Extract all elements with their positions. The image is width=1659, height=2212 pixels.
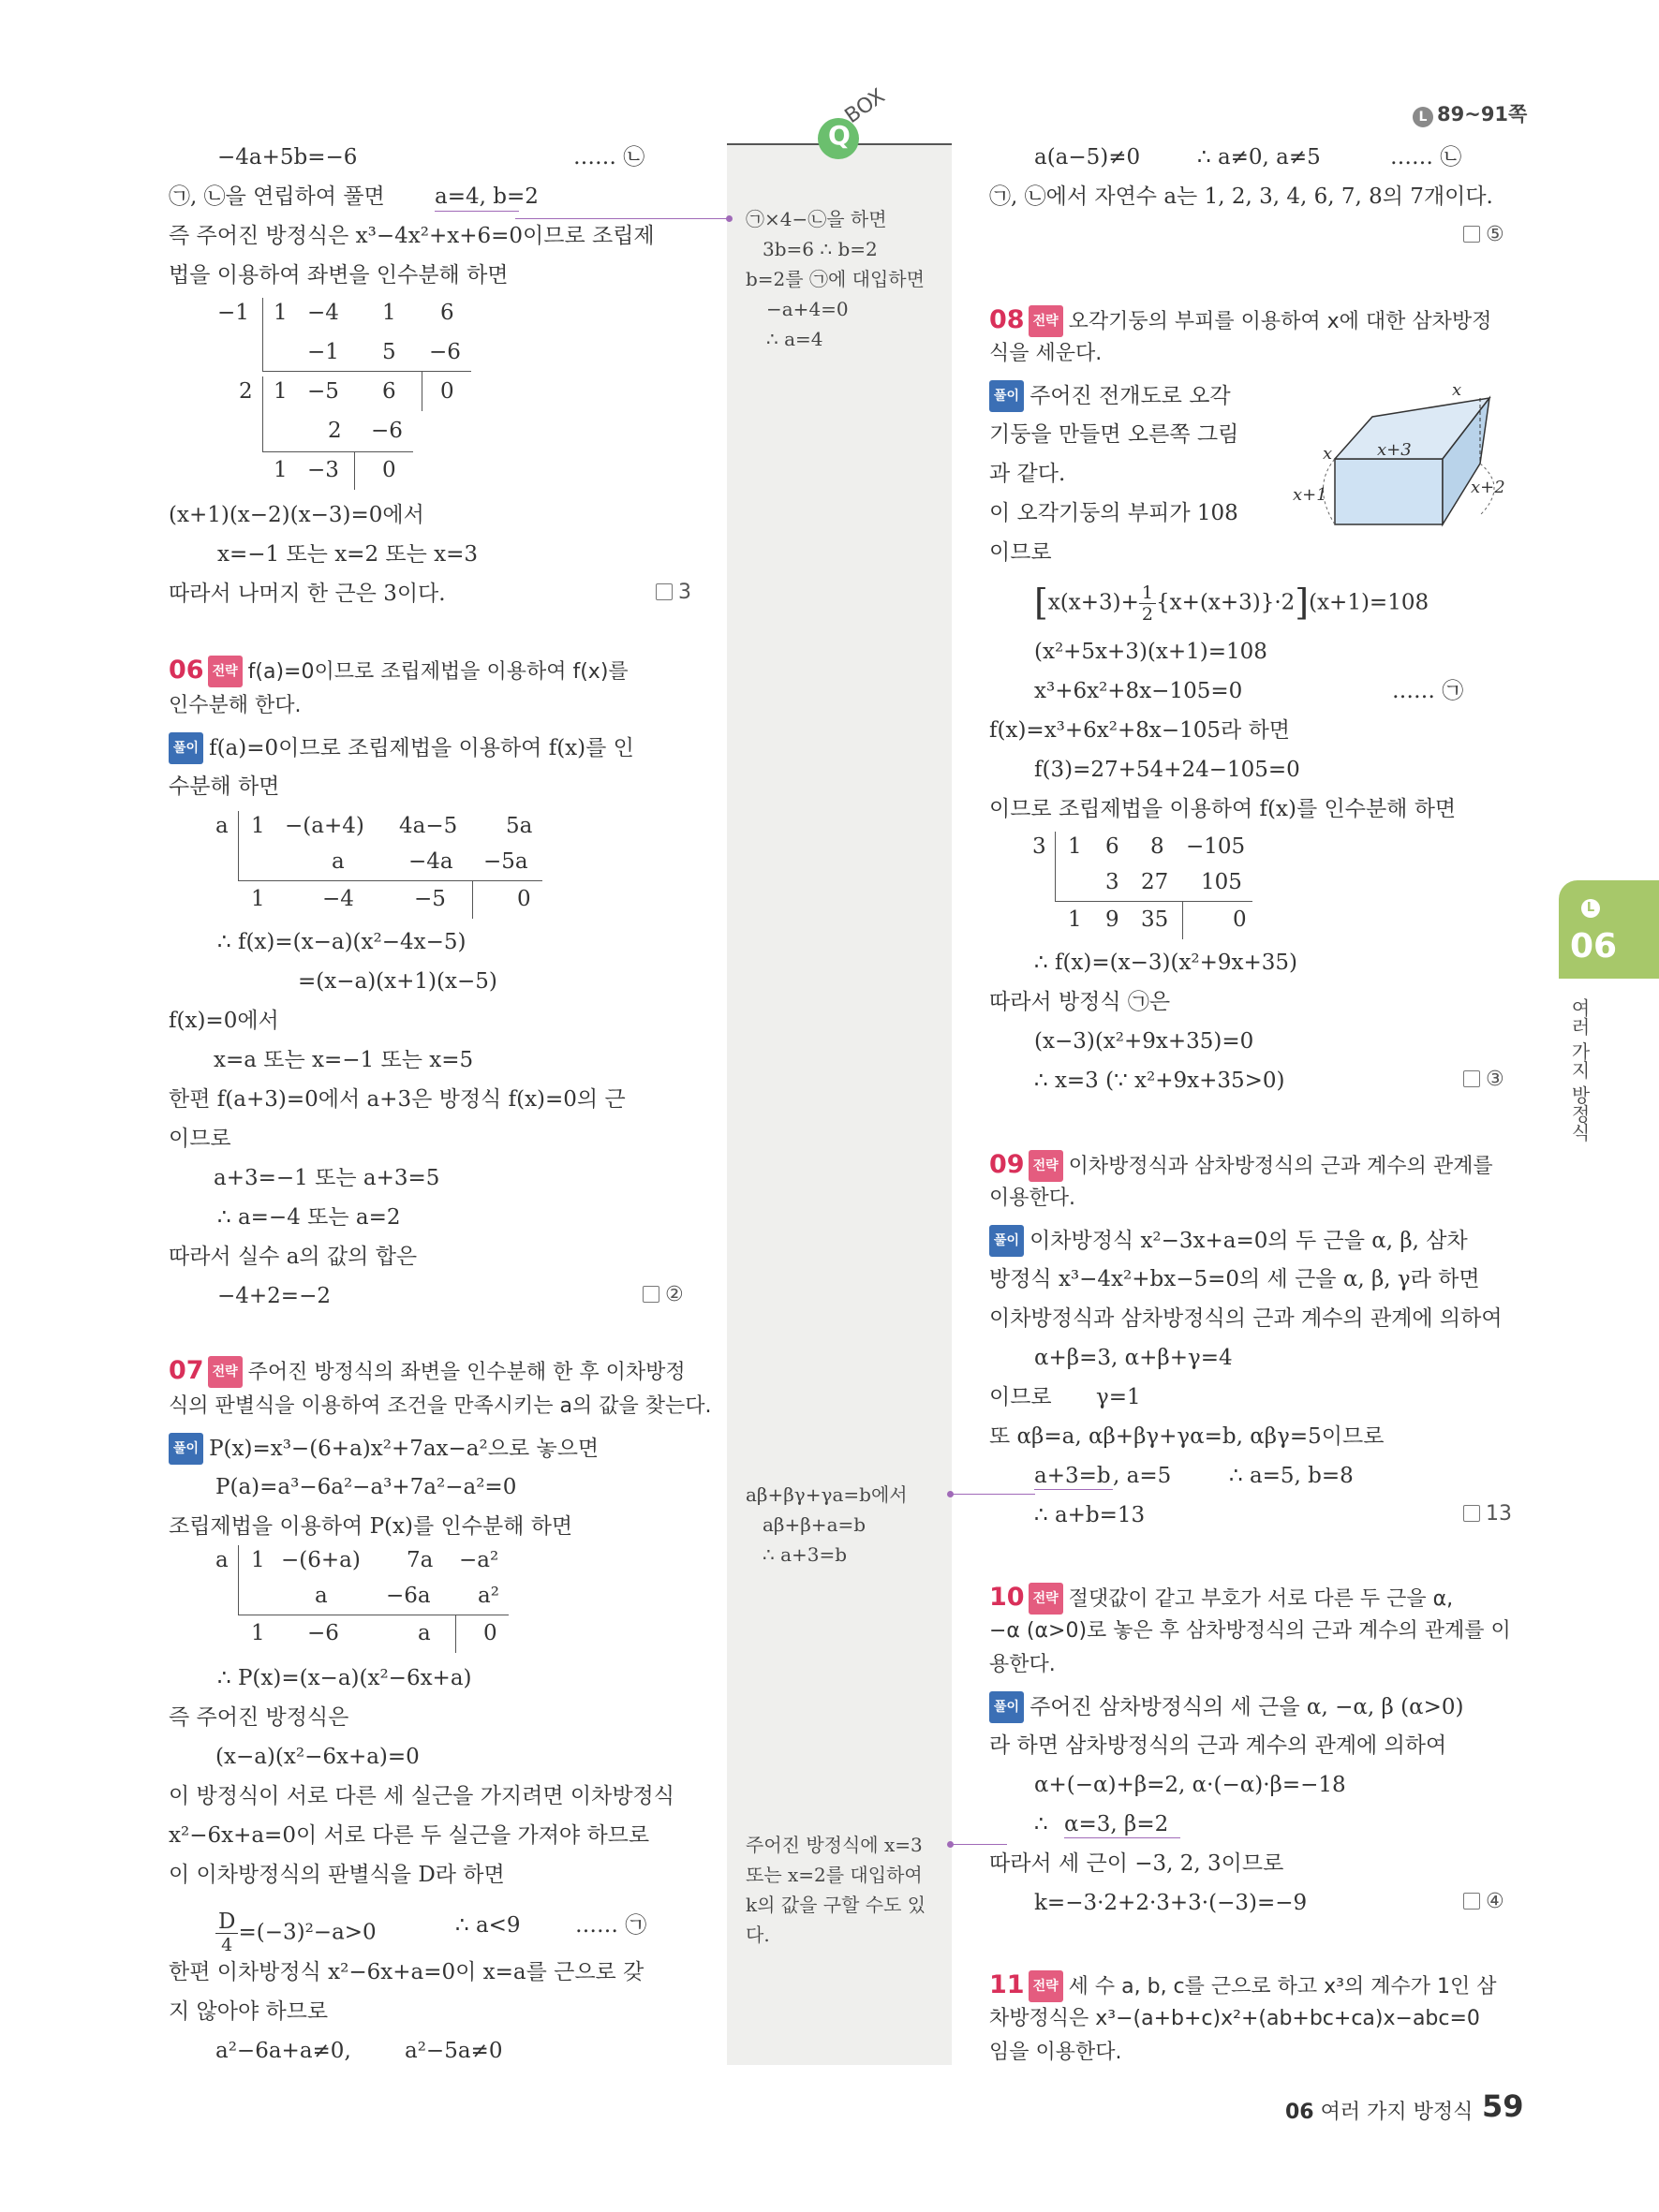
- answer-icon: [643, 1286, 659, 1303]
- text-line: 따라서 나머지 한 근은 3이다.: [169, 582, 446, 606]
- solution-line: ∴ f(x)=(x−a)(x²−4x−5): [217, 930, 467, 954]
- pentagonal-prism-figure: [1293, 384, 1518, 534]
- highlighted-eq: a=4, b=2: [435, 184, 539, 209]
- solution-tag: 풀이: [989, 1225, 1024, 1257]
- solution-line: 한편 이차방정식 x²−6x+a=0이 x=a를 근으로 갖: [169, 1960, 644, 1984]
- text-line: (x+1)(x−2)(x−3)=0에서: [169, 503, 424, 527]
- solution-line: ∴ a+b=13: [1034, 1503, 1146, 1527]
- solution-line: 이 방정식이 서로 다른 세 실근을 가지려면 이차방정식: [169, 1784, 674, 1808]
- eq-line: ∴ a≠0, a≠5: [1197, 145, 1321, 170]
- solution-line: 풀이 주어진 전개도로 오각: [989, 380, 1231, 412]
- strategy-tag: 전략: [1029, 1970, 1063, 2002]
- solution-line: 한편 f(a+3)=0에서 a+3은 방정식 f(x)=0의 근: [169, 1087, 626, 1112]
- qbox-sidebar: [727, 145, 952, 2065]
- problem-10-strategy: 10 전략 절댓값이 같고 부호가 서로 다른 두 근을 α,: [989, 1583, 1453, 1615]
- page-range-header: L 89~91쪽: [1413, 99, 1527, 127]
- solution-line: a+3=−1 또는 a+3=5: [214, 1166, 440, 1190]
- qbox-note-2: aβ+βγ+γa=b에서 aβ+β+a=b ∴ a+3=b: [746, 1483, 908, 1566]
- answer-icon: [1463, 1893, 1480, 1910]
- problem-06-strategy: 06 전략 f(a)=0이므로 조립제법을 이용하여 f(x)를: [169, 656, 629, 687]
- solution-line: 기둥을 만들면 오른쪽 그림: [989, 422, 1239, 447]
- solution-line: P(a)=a³−6a²−a³+7a²−a²=0: [215, 1475, 517, 1499]
- highlighted-eq: α=3, β=2: [1064, 1812, 1169, 1836]
- qbox-label: BOX: [840, 84, 890, 128]
- strategy-line: 식의 판별식을 이용하여 조건을 만족시키는 a의 값을 찾는다.: [169, 1394, 712, 1418]
- solution-line: 이 오각기둥의 부피가 108: [989, 501, 1238, 525]
- eq-tag: …… ㉠: [575, 1913, 647, 1938]
- solution-line: (x−3)(x²+9x+35)=0: [1034, 1029, 1254, 1054]
- answer-09: 13: [1463, 1502, 1512, 1526]
- figure-label: x+1: [1293, 485, 1327, 505]
- solution-line: ∴ f(x)=(x−3)(x²+9x+35): [1034, 951, 1298, 975]
- qbox-note-3: 주어진 방정식에 x=3 또는 x=2를 대입하여 k의 값을 구할 수도 있 다.: [746, 1834, 926, 1946]
- answer-icon: [1463, 226, 1480, 243]
- strategy-line: 인수분해 한다.: [169, 694, 302, 717]
- answer-05: 3: [656, 581, 691, 604]
- strategy-line: 이용한다.: [989, 1187, 1076, 1210]
- page-number: 59: [1482, 2088, 1524, 2124]
- answer-icon: [1463, 1505, 1480, 1522]
- solution-line: 이차방정식과 삼차방정식의 근과 계수의 관계에 의하여: [989, 1306, 1503, 1331]
- solution-line: 이므로 조립제법을 이용하여 f(x)를 인수분해 하면: [989, 797, 1457, 821]
- solution-line: ∴: [1034, 1812, 1048, 1836]
- problem-number: 06: [169, 656, 204, 685]
- fraction-eq: D 4 =(−3)²−a>0: [215, 1910, 377, 1956]
- solution-line: α+β=3, α+β+γ=4: [1034, 1346, 1233, 1370]
- side-tab-chapter: 06: [1570, 927, 1618, 966]
- text-line: 법을 이용하여 좌변을 인수분해 하면: [169, 263, 509, 288]
- solution-line: k=−3·2+2·3+3·(−3)=−9: [1034, 1891, 1308, 1915]
- strategy-tag: 전략: [1029, 1583, 1063, 1615]
- note-2-link: [951, 1494, 1035, 1495]
- solution-line: a²−5a≠0: [405, 2039, 503, 2063]
- solution-line: , a=5: [1113, 1464, 1172, 1488]
- strategy-line: −α (α>0)로 놓은 후 삼차방정식의 근과 계수의 관계를 이: [989, 1619, 1511, 1643]
- badge-icon: L: [1413, 107, 1433, 127]
- solution-line: 따라서 세 근이 −3, 2, 3이므로: [989, 1851, 1284, 1876]
- eq-tag: …… ㉠: [1392, 679, 1464, 703]
- solution-line: 또 αβ=a, αβ+βγ+γα=b, αβγ=5이므로: [989, 1424, 1385, 1449]
- solution-line: 풀이 이차방정식 x²−3x+a=0의 두 근을 α, β, 삼차: [989, 1225, 1468, 1257]
- solution-line: 따라서 방정식 ㉠은: [989, 990, 1171, 1014]
- answer-07: ⑤: [1463, 223, 1504, 246]
- figure-label: x+3: [1377, 440, 1412, 460]
- solution-line: f(3)=27+54+24−105=0: [1034, 758, 1300, 782]
- text-line: ㉠, ㉡을 연립하여 풀면: [169, 184, 385, 209]
- eq-tag: …… ㉡: [573, 145, 645, 170]
- qbox-logo-q: Q: [828, 120, 851, 151]
- solution-line: a²−6a+a≠0,: [215, 2039, 351, 2063]
- problem-number: 07: [169, 1356, 204, 1385]
- solution-line: f(x)=0에서: [169, 1009, 279, 1033]
- strategy-line: 차방정식은 x³−(a+b+c)x²+(ab+bc+ca)x−abc=0: [989, 2007, 1480, 2030]
- strategy-line: 임을 이용한다.: [989, 2041, 1122, 2064]
- problem-number: 11: [989, 1970, 1025, 1999]
- strategy-tag: 전략: [208, 1356, 243, 1388]
- solution-line: f(x)=x³+6x²+8x−105라 하면: [989, 718, 1291, 743]
- strategy-tag: 전략: [1029, 305, 1063, 337]
- answer-icon: [656, 583, 673, 600]
- strategy-line: 용한다.: [989, 1653, 1056, 1676]
- solution-line: 풀이 주어진 삼차방정식의 세 근을 α, −α, β (α>0): [989, 1691, 1464, 1723]
- figure-label: x: [1323, 444, 1333, 464]
- solution-line: x²−6x+a=0이 서로 다른 두 실근을 가져야 하므로: [169, 1823, 650, 1848]
- solution-line: 이 이차방정식의 판별식을 D라 하면: [169, 1863, 505, 1887]
- figure-label: x: [1452, 384, 1462, 400]
- solution-tag: 풀이: [169, 732, 203, 764]
- strategy-line: 식을 세운다.: [989, 342, 1103, 365]
- eq-line: x=−1 또는 x=2 또는 x=3: [217, 542, 479, 567]
- solution-tag: 풀이: [989, 380, 1024, 412]
- answer-10: ④: [1463, 1890, 1504, 1913]
- solution-line: ∴ P(x)=(x−a)(x²−6x+a): [217, 1666, 472, 1690]
- solution-line: γ=1: [1096, 1385, 1141, 1409]
- note-1-link: [515, 218, 729, 219]
- answer-06: ②: [643, 1283, 684, 1306]
- eq-line: a(a−5)≠0: [1034, 145, 1141, 170]
- solution-line: 이므로: [169, 1127, 231, 1151]
- problem-number: 09: [989, 1150, 1025, 1179]
- solution-line: −4+2=−2: [217, 1284, 331, 1308]
- solution-line: 과 같다.: [989, 462, 1066, 486]
- side-tab-title: 여러 가지 방정식: [1568, 998, 1591, 1142]
- solution-line: ∴ a<9: [455, 1913, 521, 1938]
- figure-label: x+2: [1471, 478, 1505, 497]
- solution-line: 이므로: [989, 1385, 1052, 1409]
- solution-line: 라 하면 삼차방정식의 근과 계수의 관계에 의하여: [989, 1733, 1447, 1758]
- highlight-underline: [1034, 1489, 1113, 1490]
- problem-08-strategy: 08 전략 오각기둥의 부피를 이용하여 x에 대한 삼차방정: [989, 305, 1491, 337]
- solution-line: 즉 주어진 방정식은: [169, 1705, 349, 1730]
- strategy-tag: 전략: [1029, 1150, 1063, 1182]
- solution-line: (x−a)(x²−6x+a)=0: [215, 1745, 420, 1769]
- eq-tag: …… ㉡: [1390, 145, 1462, 170]
- highlighted-eq: a+3=b: [1034, 1464, 1111, 1488]
- problem-07-strategy: 07 전략 주어진 방정식의 좌변을 인수분해 한 후 이차방정: [169, 1356, 686, 1388]
- problem-09-strategy: 09 전략 이차방정식과 삼차방정식의 근과 계수의 관계를: [989, 1150, 1493, 1182]
- problem-number: 10: [989, 1583, 1025, 1612]
- text-line: 즉 주어진 방정식은 x³−4x²+x+6=0이므로 조립제: [169, 224, 655, 248]
- note-3-link: [951, 1844, 1007, 1845]
- solution-line: ∴ x=3 (∵ x²+9x+35>0): [1034, 1069, 1285, 1093]
- solution-line: 방정식 x³−4x²+bx−5=0의 세 근을 α, β, γ라 하면: [989, 1267, 1480, 1291]
- solution-line: (x²+5x+3)(x+1)=108: [1034, 640, 1267, 664]
- solution-tag: 풀이: [989, 1691, 1024, 1723]
- text-line: ㉠, ㉡에서 자연수 a는 1, 2, 3, 4, 6, 7, 8의 7개이다.: [989, 184, 1493, 209]
- side-tab-icon: L: [1581, 899, 1600, 918]
- solution-line: 풀이 f(a)=0이므로 조립제법을 이용하여 f(x)를 인: [169, 732, 634, 764]
- solution-line: ∴ a=5, b=8: [1229, 1464, 1354, 1488]
- solution-line: x=a 또는 x=−1 또는 x=5: [214, 1048, 474, 1072]
- answer-icon: [1463, 1070, 1480, 1087]
- fraction: D 4: [215, 1910, 238, 1956]
- solution-line: α+(−α)+β=2, α·(−α)·β=−18: [1034, 1773, 1346, 1797]
- solution-line: 풀이 P(x)=x³−(6+a)x²+7ax−a²으로 놓으면: [169, 1433, 599, 1465]
- solution-tag: 풀이: [169, 1433, 203, 1465]
- problem-11-strategy: 11 전략 세 수 a, b, c를 근으로 하고 x³의 계수가 1인 삼: [989, 1970, 1496, 2002]
- solution-line: 수분해 하면: [169, 774, 280, 799]
- answer-08: ③: [1463, 1068, 1504, 1091]
- solution-line: 이므로: [989, 540, 1052, 565]
- highlight-underline: [1064, 1837, 1180, 1838]
- problem-number: 08: [989, 305, 1025, 334]
- solution-line: ∴ a=−4 또는 a=2: [217, 1205, 401, 1230]
- solution-line: =(x−a)(x+1)(x−5): [298, 969, 497, 994]
- footer-chapter: 06 여러 가지 방정식: [1285, 2101, 1474, 2124]
- strategy-tag: 전략: [208, 656, 243, 687]
- solution-line: 조립제법을 이용하여 P(x)를 인수분해 하면: [169, 1514, 573, 1539]
- volume-equation: [x(x+3)+ $\frac{1}{2}$ {x+(x+3)}·2](x+1)=108: [1034, 582, 1429, 625]
- fraction: $\frac{1}{2}$: [1139, 582, 1156, 625]
- solution-line: 따라서 실수 a의 값의 합은: [169, 1245, 418, 1269]
- eq-line: −4a+5b=−6: [217, 145, 358, 170]
- qbox-note-1: ㉠×4−㉡을 하면 3b=6 ∴ b=2 b=2를 ㉠에 대입하면 −a+4=0 ∴ a=4: [746, 208, 925, 350]
- solution-line: 지 않아야 하므로: [169, 1999, 329, 2024]
- solution-line: x³+6x²+8x−105=0: [1034, 679, 1243, 703]
